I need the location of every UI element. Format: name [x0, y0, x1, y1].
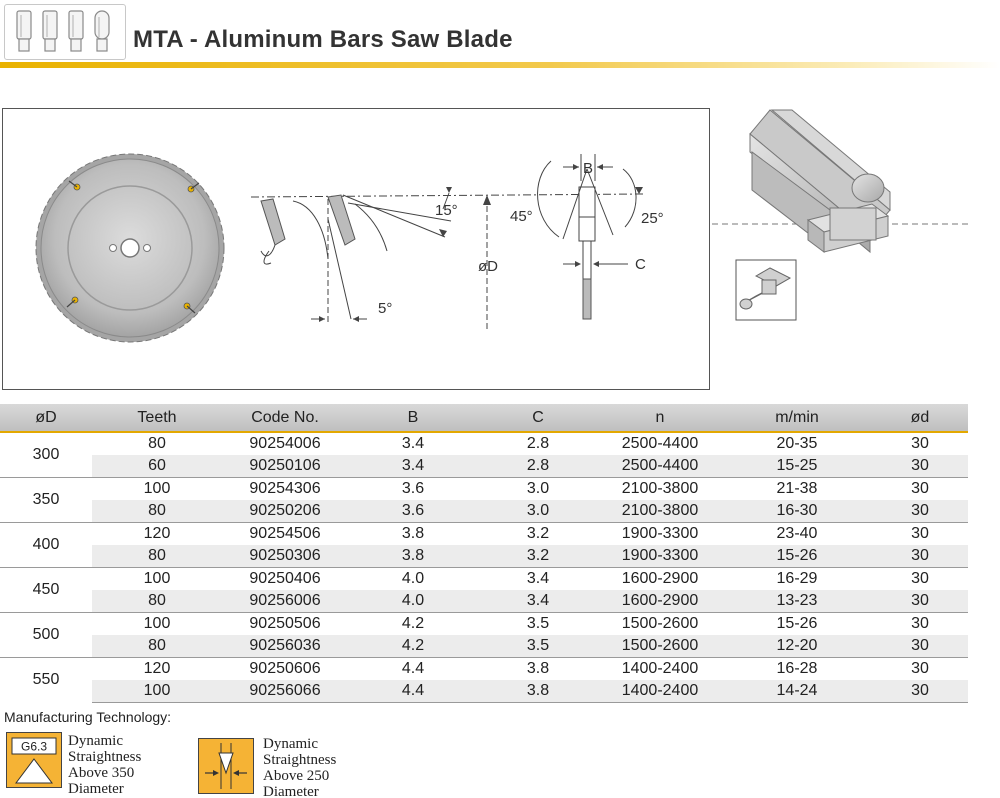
cell-n: 2100-3800	[598, 500, 722, 523]
cell-code-no: 90250506	[222, 612, 348, 635]
specifications-table	[0, 404, 968, 703]
table-row	[0, 612, 968, 635]
straightness-icon	[198, 738, 254, 794]
g63-badge-text: G6.3	[20, 739, 48, 754]
angle-5-label: 5°	[378, 300, 393, 317]
cell-b: 3.6	[348, 500, 478, 523]
diameter-label: øD	[478, 258, 498, 275]
cell-bore: 30	[872, 680, 968, 703]
c-label: C	[635, 256, 646, 273]
cell-bore: 30	[872, 477, 968, 500]
cell-bore: 30	[872, 590, 968, 613]
cell-m-min: 13-23	[722, 590, 872, 613]
table-row	[0, 680, 968, 703]
blade-diagram	[2, 108, 710, 390]
cell-diameter: 350	[0, 477, 92, 522]
cell-teeth: 80	[148, 434, 166, 452]
table-row	[0, 590, 968, 613]
column-header-teeth: Teeth	[92, 404, 222, 432]
cell-teeth: 100	[92, 612, 222, 635]
table-row	[0, 432, 968, 455]
cell-code-no: 90250106	[222, 455, 348, 478]
cell-n: 1500-2600	[598, 612, 722, 635]
cell-diameter: 300	[0, 432, 92, 477]
cell-n: 2500-4400	[598, 455, 722, 478]
cell-diameter: 400	[0, 522, 92, 567]
cell-teeth: 120	[92, 522, 222, 545]
cell-n: 1600-2900	[598, 567, 722, 590]
cell-code-no: 90250606	[222, 657, 348, 680]
column-header-m-min: m/min	[722, 404, 872, 432]
b-label: B	[583, 160, 594, 177]
cell-code-no: 90254506	[222, 522, 348, 545]
cell-n: 2100-3800	[598, 477, 722, 500]
cell-c: 3.2	[478, 545, 598, 568]
cell-code-no: 90250406	[222, 567, 348, 590]
cell-c: 3.0	[478, 500, 598, 523]
tech2-description: Dynamic Straightness Above 250 Diameter	[263, 736, 337, 798]
cell-c: 3.8	[478, 657, 598, 680]
cell-m-min: 20-35	[776, 434, 818, 452]
table-row	[0, 522, 968, 545]
cell-bore: 30	[872, 500, 968, 523]
manufacturing-technology-label: Manufacturing Technology:	[4, 709, 172, 725]
column-header-diameter: øD	[0, 404, 92, 432]
cell-m-min: 16-29	[722, 567, 872, 590]
cell-b: 4.4	[348, 680, 478, 703]
cell-teeth: 80	[92, 545, 222, 568]
cell-c: 3.2	[478, 522, 598, 545]
cell-bore: 30	[872, 612, 968, 635]
cell-c: 3.5	[478, 635, 598, 658]
cell-m-min: 16-30	[722, 500, 872, 523]
cell-teeth: 80	[92, 635, 222, 658]
cell-m-min: 14-24	[722, 680, 872, 703]
cell-b: 4.4	[348, 657, 478, 680]
cell-m-min: 15-26	[722, 545, 872, 568]
saw-blade-icon	[36, 154, 224, 342]
cell-c: 3.4	[478, 567, 598, 590]
cell-n: 1400-2400	[598, 657, 722, 680]
cell-bore: 30	[872, 657, 968, 680]
table-row	[0, 657, 968, 680]
cell-bore: 30	[872, 522, 968, 545]
angle-15-label: 15°	[435, 202, 458, 219]
column-header-b: B	[348, 404, 478, 432]
angle-45-label: 45°	[510, 208, 533, 225]
column-header-code-no: Code No.	[222, 404, 348, 432]
cell-c: 3.8	[478, 680, 598, 703]
cell-m-min: 12-20	[722, 635, 872, 658]
cell-bore: 30	[911, 434, 929, 452]
tool-bits-icon	[4, 4, 126, 60]
table-row	[0, 500, 968, 523]
cell-m-min: 21-38	[722, 477, 872, 500]
cell-m-min: 15-26	[722, 612, 872, 635]
cell-teeth: 80	[92, 590, 222, 613]
cell-b: 3.8	[348, 522, 478, 545]
cell-m-min: 15-25	[722, 455, 872, 478]
table-header-row	[0, 404, 968, 432]
cell-teeth: 80	[92, 500, 222, 523]
page-header	[0, 0, 1000, 78]
cell-teeth: 60	[92, 455, 222, 478]
table-row	[0, 455, 968, 478]
cell-code-no: 90254006	[249, 434, 321, 452]
cell-c: 3.4	[478, 590, 598, 613]
cell-n: 1900-3300	[598, 545, 722, 568]
cell-c: 3.5	[478, 612, 598, 635]
cell-b: 4.0	[348, 590, 478, 613]
cell-code-no: 90256006	[222, 590, 348, 613]
cell-b: 4.2	[348, 635, 478, 658]
cell-teeth: 100	[92, 477, 222, 500]
table-body	[0, 432, 968, 702]
column-header-n: n	[598, 404, 722, 432]
page-title: MTA - Aluminum Bars Saw Blade	[133, 26, 513, 53]
cell-teeth: 120	[92, 657, 222, 680]
cell-code-no: 90256066	[222, 680, 348, 703]
cell-n: 1400-2400	[598, 680, 722, 703]
cell-b: 4.0	[348, 567, 478, 590]
cell-bore: 30	[872, 635, 968, 658]
table-row	[0, 567, 968, 590]
cell-diameter: 450	[0, 567, 92, 612]
blade-thickness-profile	[538, 154, 637, 319]
tech1-description: Dynamic Straightness Above 350 Diameter	[68, 733, 142, 797]
balance-g63-icon	[6, 732, 62, 788]
cell-bore: 30	[872, 455, 968, 478]
column-header-bore: ød	[872, 404, 968, 432]
column-header-c: C	[478, 404, 598, 432]
table-row	[0, 635, 968, 658]
header-accent-rule	[0, 62, 1000, 68]
cell-c: 2.8	[478, 455, 598, 478]
cell-code-no: 90250306	[222, 545, 348, 568]
cell-b: 3.8	[348, 545, 478, 568]
cell-n: 2500-4400	[621, 434, 699, 452]
cell-b: 3.6	[348, 477, 478, 500]
cell-c: 2.8	[526, 434, 550, 452]
cell-code-no: 90250206	[222, 500, 348, 523]
cell-n: 1600-2900	[598, 590, 722, 613]
angle-25-label: 25°	[641, 210, 664, 227]
table-row	[0, 545, 968, 568]
cell-code-no: 90256036	[222, 635, 348, 658]
cell-b: 3.4	[348, 455, 478, 478]
cell-c: 3.0	[478, 477, 598, 500]
cell-n: 1900-3300	[598, 522, 722, 545]
cell-code-no: 90254306	[222, 477, 348, 500]
cell-b: 3.4	[401, 434, 425, 452]
cell-bore: 30	[872, 567, 968, 590]
cell-n: 1500-2600	[598, 635, 722, 658]
cell-m-min: 23-40	[722, 522, 872, 545]
aluminum-bars-illustration	[712, 100, 1000, 330]
cell-diameter: 500	[0, 612, 92, 657]
cell-bore: 30	[872, 545, 968, 568]
cell-b: 4.2	[348, 612, 478, 635]
cell-diameter: 550	[0, 657, 92, 702]
cell-m-min: 16-28	[722, 657, 872, 680]
cell-teeth: 100	[92, 680, 222, 703]
cell-teeth: 100	[92, 567, 222, 590]
table-row	[0, 477, 968, 500]
